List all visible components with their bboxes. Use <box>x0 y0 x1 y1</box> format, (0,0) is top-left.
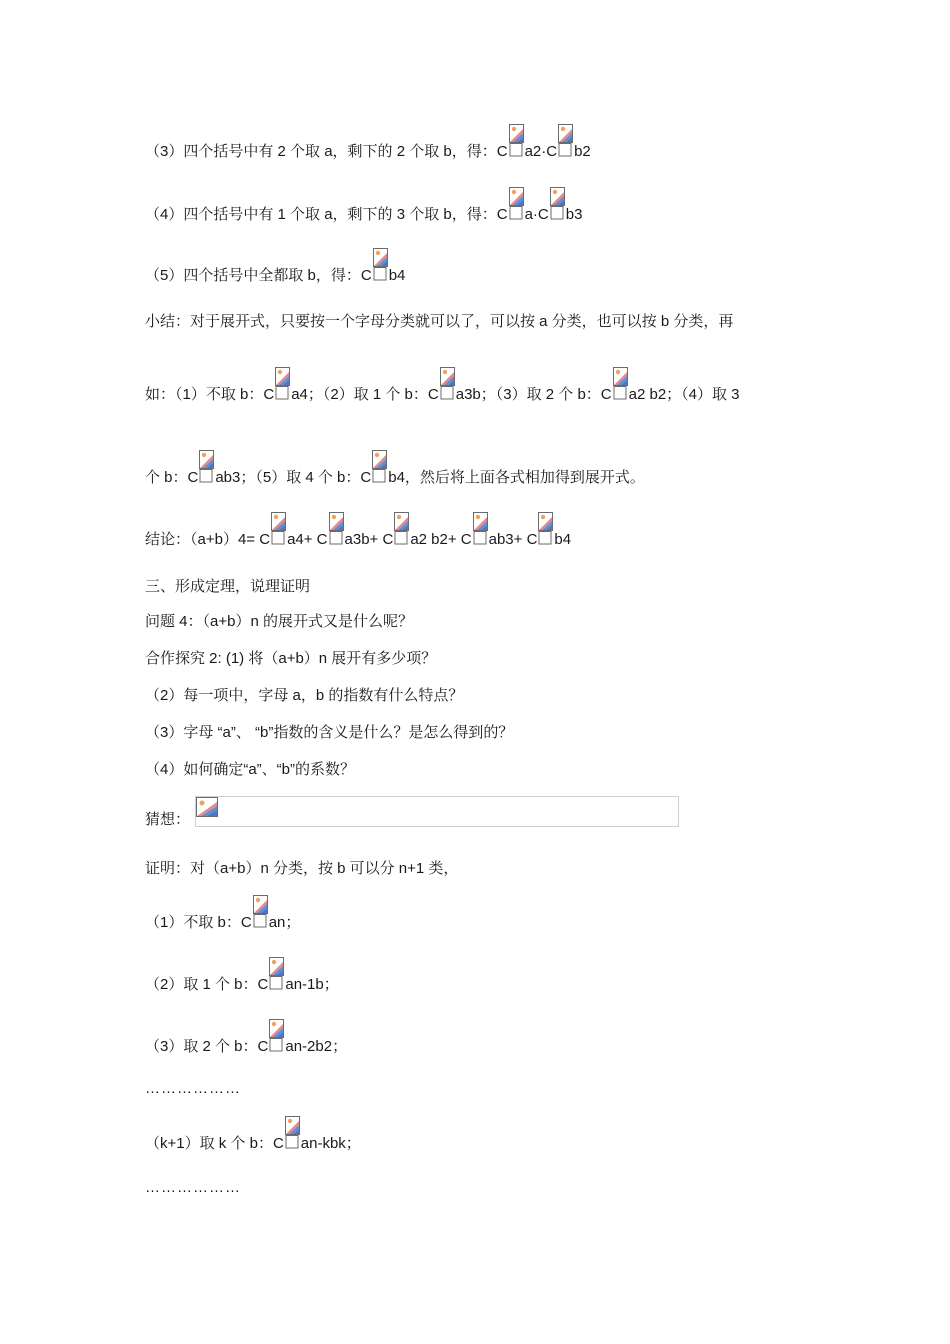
broken-image-icon <box>394 526 409 545</box>
broken-image-icon <box>372 464 387 483</box>
explore-text: （3）字母 “a”、 “b”指数的含义是什么？是怎么得到的？ <box>145 724 514 741</box>
text-segment: a3b；（3）取 2 个 b：C <box>455 386 612 403</box>
text-segment: （3）取 2 个 b：C <box>145 1038 269 1055</box>
broken-image-icon <box>285 1130 300 1149</box>
text-segment: a4+ C <box>287 531 328 548</box>
question-text: 问题 4：（a+b）n 的展开式又是什么呢？ <box>145 613 413 630</box>
text-segment: （4）四个括号中有 1 个取 a，剩下的 3 个取 b，得：C <box>145 206 508 223</box>
text-segment: a·C <box>524 206 549 223</box>
text-segment: 个 b：C <box>145 469 199 486</box>
ellipsis-text: ……………… <box>145 1179 241 1196</box>
text-segment: b4 <box>554 531 572 548</box>
explore-text: （2）每一项中，字母 a，b 的指数有什么特点？ <box>145 687 464 704</box>
text-segment: b3 <box>565 206 583 223</box>
broken-image-icon <box>509 201 524 220</box>
broken-image-icon <box>271 526 286 545</box>
text-segment: a2·C <box>524 143 558 160</box>
ellipsis-line <box>145 1079 241 1099</box>
text-segment: 结论：（a+b）4= C <box>145 531 271 548</box>
broken-image-icon <box>329 526 344 545</box>
heading-text: 三、形成定理，说理证明 <box>145 578 311 595</box>
line-3-two-a <box>145 138 591 162</box>
conclusion-line <box>145 526 571 550</box>
broken-image-icon <box>473 526 488 545</box>
text-segment: a2 b2+ C <box>410 531 472 548</box>
broken-image-icon <box>373 262 388 281</box>
question-4 <box>145 612 413 632</box>
broken-image-icon <box>440 381 455 400</box>
text-segment: （1）不取 b：C <box>145 914 252 931</box>
text-segment: 如：（1）不取 b：C <box>145 386 275 403</box>
guess-text: 猜想： <box>145 811 191 828</box>
text-segment: an-kbk； <box>300 1135 361 1152</box>
proof-intro <box>145 859 458 879</box>
proof-case-2 <box>145 971 339 995</box>
text-segment: （2）取 1 个 b：C <box>145 976 269 993</box>
text-segment: an-1b； <box>285 976 339 993</box>
text-segment: ab3；（5）取 4 个 b：C <box>215 469 372 486</box>
text-segment: ab3+ C <box>488 531 538 548</box>
text-segment: （5）四个括号中全都取 b，得：C <box>145 267 372 284</box>
explore-q4 <box>145 760 355 780</box>
text-segment: b4，然后将上面各式相加得到展开式。 <box>388 469 645 486</box>
broken-image-icon <box>613 381 628 400</box>
text-segment: b2 <box>574 143 591 160</box>
line-5-all-b <box>145 262 405 286</box>
text-segment: an-2b2； <box>285 1038 348 1055</box>
broken-image-icon <box>538 526 553 545</box>
section-heading <box>145 577 310 597</box>
text-segment: a3b+ C <box>344 531 394 548</box>
text-segment: （3）四个括号中有 2 个取 a，剩下的 2 个取 b，得：C <box>145 143 508 160</box>
proof-case-1 <box>145 909 300 933</box>
text-segment: a4；（2）取 1 个 b：C <box>291 386 439 403</box>
examples-line-cont <box>145 464 645 488</box>
summary-text: 小结：对于展开式，只要按一个字母分类就可以了，可以按 a 分类，也可以按 b 分类，再 <box>145 313 734 330</box>
proof-case-k <box>145 1130 361 1154</box>
broken-image-icon <box>550 201 565 220</box>
broken-image-icon <box>269 971 284 990</box>
broken-image-icon <box>253 909 268 928</box>
ellipsis-line <box>145 1178 241 1198</box>
explore-2 <box>145 649 436 669</box>
text-segment: （k+1）取 k 个 b：C <box>145 1135 284 1152</box>
formula-frame <box>195 796 679 827</box>
ellipsis-text: ……………… <box>145 1080 241 1097</box>
proof-text: 证明：对（a+b）n 分类，按 b 可以分 n+1 类， <box>145 860 459 877</box>
proof-case-3 <box>145 1033 347 1057</box>
broken-image-icon <box>269 1033 284 1052</box>
explore-text: 合作探究 2: (1) 将（a+b）n 展开有多少项？ <box>145 650 437 667</box>
broken-image-icon <box>196 797 218 817</box>
guess-label <box>145 810 190 830</box>
summary-line <box>145 312 733 332</box>
broken-image-icon <box>558 138 573 157</box>
text-segment: a2 b2；（4）取 3 <box>628 386 740 403</box>
explore-q3 <box>145 723 513 743</box>
broken-image-icon <box>509 138 524 157</box>
explore-text: （4）如何确定“a”、“b”的系数？ <box>145 761 356 778</box>
text-segment: b4 <box>388 267 406 284</box>
broken-image-icon <box>275 381 290 400</box>
examples-line <box>145 381 807 405</box>
line-4-one-a <box>145 201 582 225</box>
broken-image-icon <box>199 464 214 483</box>
text-segment: an； <box>268 914 301 931</box>
explore-q2 <box>145 686 463 706</box>
